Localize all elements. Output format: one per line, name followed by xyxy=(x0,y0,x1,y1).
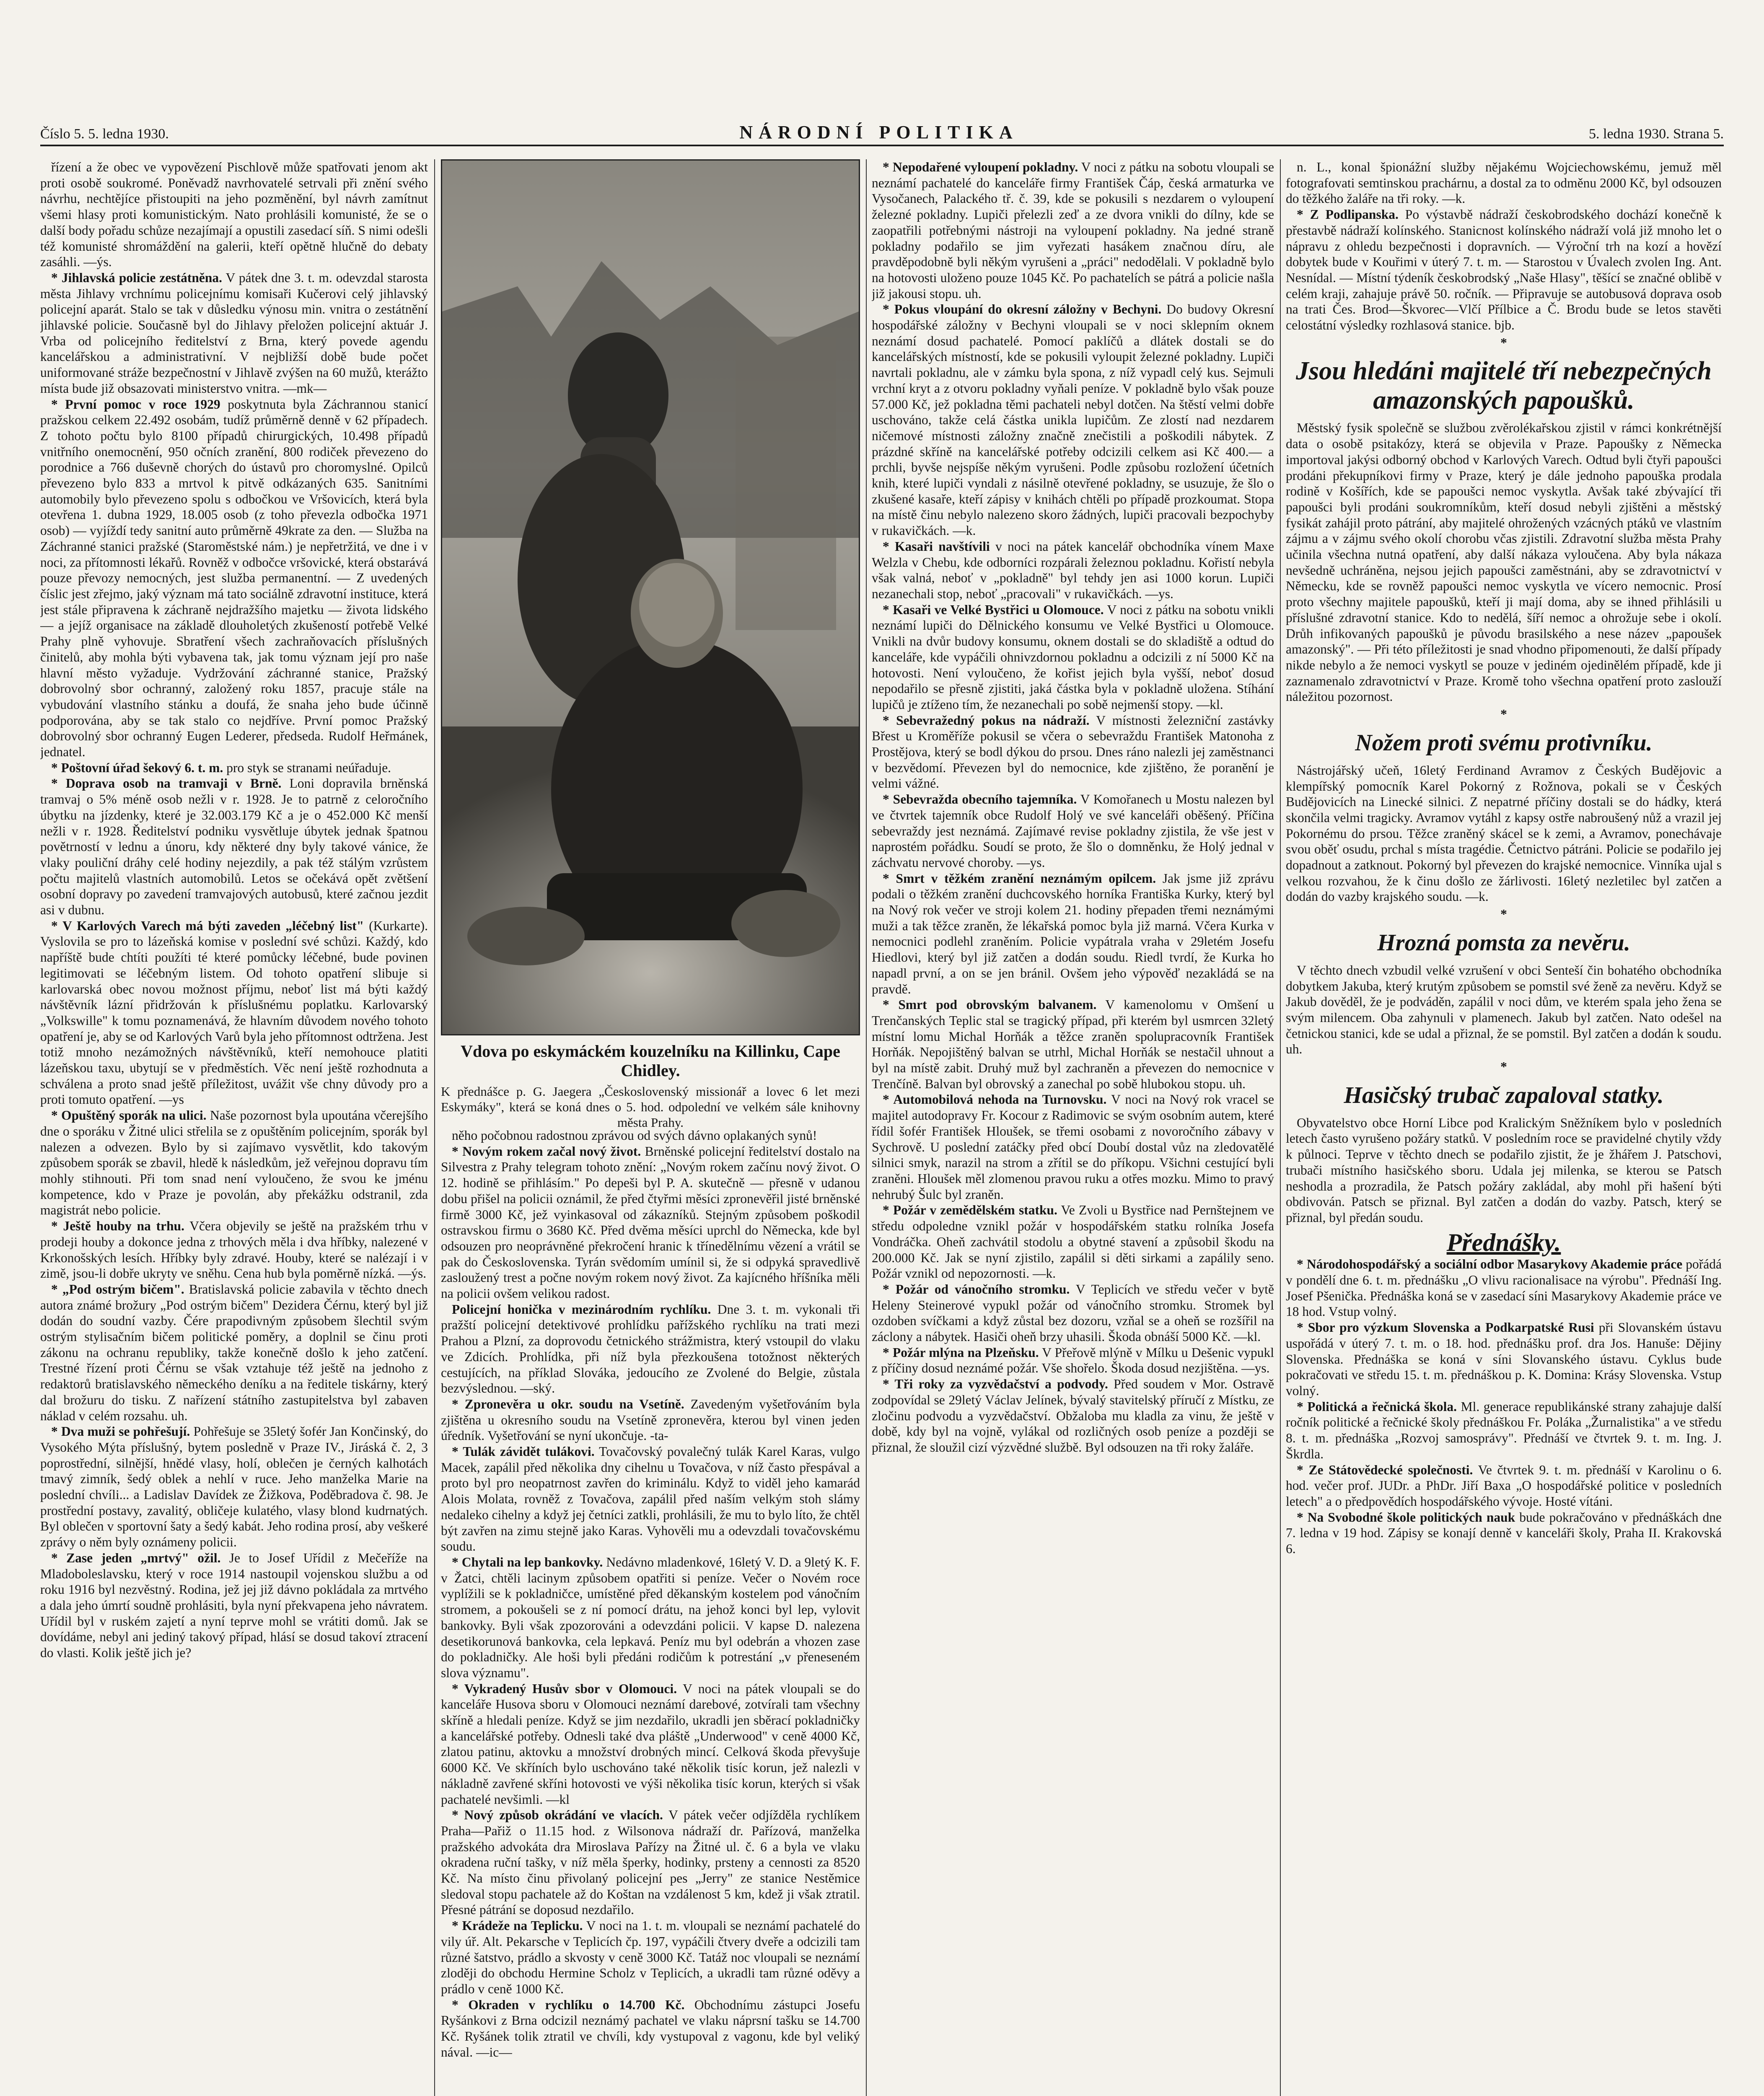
separator-star: * xyxy=(1500,1059,1507,1074)
news-kicker: * Zpronevěra u okr. soudu na Vsetíně. xyxy=(452,1396,684,1411)
knife-article: Nástrojářský učeň, 16letý Ferdinand Avramov z Českých Budějovic a klempířský pomocník Karel Pokorný z Rožnova, pokali se v Českých Budějovicích na Linecké silnici. Z nepatrné příčiny dostali se do hádky, která skončila velmi tragicky. Avramov vytáhl z kapsy ostře nabroušený nůž a vrazil jej Pokornému do prsou. Těžce zraněný skácel se k zemi, a Avramov, ponechávaje svou oběť osudu, prchal s místa tragédie. Četnictvo pátráni. Policie se podařilo jej dopadnout a zatknout. Pokorný byl převezen do krajské nemocnice. Vinníka ujal s velkou rozvahou, že k činu došlo ze žárlivosti. 16letý nezletilec byl zatčen a dodán do vazby krajského soudu. —k. xyxy=(1286,763,1722,904)
news-item xyxy=(872,791,1274,871)
photo-frame xyxy=(441,159,860,1035)
news-text: V Přeřově mlýně v Mílku u Dešenic vypukl z příčiny dosud neznámé požár. Vše shořelo. Škoda dosud nezjištěna. —ys. xyxy=(872,1345,1274,1376)
news-text: Pohřešuje se 35letý šofér Jan Končinský, do Vysokého Mýta příslušný, bytem posledně v Praze IV., Jiráská č. 2, 3 poprostřední, silnější, hnědé vlasy, holí, oblečen je černých kalhotách tmavý zimník, šedý oblek a nehlí v ruce. Jeho manželka Marie na poslední chvíli... a Ladislav Davídek ze Žižkova, Poděbradova č. 98. Je prostřední postavy, zavalitý, obličeje kulatého, vlasy blond kudrnatých. Byl oblečen v sportovní šaty a šedý kabát. Jeho rodina prosí, aby veškeré zprávy o něm byly oznámeny policii. xyxy=(40,1424,428,1550)
news-text: V kamenolomu v Omšení u Trenčanských Teplic stal se tragický případ, při kterém byl usmrcen 32letý místní lomu Michal Horňák a těžce zraněn spolupracovník František Horňák. Nepojištěný balvan se utrhl, Michal Horňák se nestačil uhnout a byl na místě zabit. Druhý muž byl zachraněn a převezen do nemocnice v Trenčíně. Balvan byl obrovský a zanechal po sobě hlubokou stopu. uh. xyxy=(872,997,1274,1091)
news-text: Tovačovský povalečný tulák Karel Karas, vulgo Macek, zapálil před několika dny cihelnu u Tovačova, v níž často přespával a proto byl pro neopatrnost zavřen do kriminálu. Když to viděl jeho kamarád Alois Molata, rovněž z Tovačova, zapálil před naším velkým stoh slámy nedaleko cihelny a když jej četníci zatkli, prohlásili, že mu to bylo líto, že chtěl být zavřen na zimu stejně jako Karas. Vyhověli mu a odevzdali tovačovskému soudu. xyxy=(441,1444,860,1554)
separator-star: * xyxy=(1500,335,1507,350)
news-item xyxy=(872,159,1274,301)
trumpeter-article: Obyvatelstvo obce Horní Libce pod Kralickým Sněžníkem bylo v posledních letech často vyrušeno požáry statků. V posledním roce se pravidelné chytily vždy k půlnoci. Teprve v těchto dnech se podařilo zjistit, že je žhářem J. Patschovi, trubači místního hasičského sboru. Udala jej milenka, se kterou se Patsch neshodla a prozradila, že Patsch požáry zakládal, aby mohl při hašení býti obdivován. Patsch se přiznal. Byl zatčen a dodán do vazby. Patsch, který se přiznal, byl předán soudu. xyxy=(1286,1115,1722,1225)
news-kicker: * Doprava osob na tramvaji v Brně. xyxy=(51,776,282,791)
parrot-article: Městský fysik společně se službou zvěrolékařskou zjistil v rámci konkrétnější data o osobě psitakózy, která se objevila v Praze. Papoušky z Německa importoval jakýsi odborný obchod v Karlových Varech. Odtud byli čtyři papoušci prodáni překupníkovi firmy v Praze, který je dále jednoho papouška prodala rodině v Košířích, kde se papoušci nemoc vyskytla. Avšak také zbývající tři papoušci byli prodáni soukromníkům, kteří dosud nebyli zjištěni a městský fysikát zahájil proto pátrání, aby majitelé ohrožených vzácných ptáků ve vlastním zájmu a v zájmu svého okolí chorobu včas zjistili. Zdravotní služba města Prahy učinila všechna nutná opatření, aby další nákaza vyloučena. Aby byla nákaza nevšedně uchráněna, nejsou jejich papoušci zaměstnáni, aby se zdravotnictví v Německu, kde se rovněž papoušci nemoc vyskytla ve vícero nemocnic. Prosí proto všechny majitele papoušků, kteří ji mají doma, aby se ihned přihlásili u příslušné zdravotní stanice. Kdo to nedělá, šíří nemoc a ohrožuje sebe i okolí. Drůh infikovaných papoušků je původu brasilského a nese název „papoušek amazonský". — Při této příležitosti je snad vhodno připomenouti, že další případy nikde nebylo a že nemoci vyskytl se pouze v jediném ojedinělém případě, kde ji zaznamenalo zdravotnictví v Praze. Kromě toho všechna opatření proto zaslouží náležitou pozornost. xyxy=(1286,420,1722,704)
news-item xyxy=(441,1128,860,1144)
news-kicker: * Jihlavská policie zestátněna. xyxy=(51,270,223,285)
news-kicker: * Poštovní úřad šekový 6. t. m. xyxy=(51,760,223,775)
news-item xyxy=(40,776,428,918)
news-kicker: * Sebevražedný pokus na nádraží. xyxy=(883,713,1090,728)
news-text: V noci z pátku na sobotu vnikli neznámí lupiči do Dělnického konsumu ve Velké Bystřici u Olomouce. Vnikli na dvůr budovy konsumu, oknem dostali se do skladiště a odtud do kanceláře, kde vypáčili ohnivzdornou pokladnu a odcizili z ní 5000 Kč na hotovosti. Není vyloučeno, že kořist jejich byla vyšší, neboť dosud nepodařilo se přesně zjistiti, jaká částka byla v pokladně uložena. Stíhání lupičů je ztíženo tím, že nezanechali po sobě nejmenší stopy. —kl. xyxy=(872,602,1274,712)
page-info: 5. ledna 1930. Strana 5. xyxy=(1589,126,1724,142)
news-kicker: * Požár v zemědělském statku. xyxy=(883,1203,1057,1218)
news-item xyxy=(872,997,1274,1092)
news-item xyxy=(40,159,428,270)
news-item xyxy=(1286,1320,1722,1399)
news-item xyxy=(441,1997,860,2060)
revenge-headline: Hrozná pomsta za nevěru. xyxy=(1377,929,1630,956)
news-text: Po výstavbě nádraží českobrodského dochází konečně k přestavbě nádraží kolínského. Stanicnost kolínského nádraží volá již mnoho let o nápravu z ohledu bezpečnosti i dopravních. — Výroční trh na kozí a hovězí dobytek bude v Kouřimi v úterý 7. t. m. — Starostou v Úvalech zvolen Ing. Ant. Nesnídal. — Místní týdeník českobrodský „Naše Hlasy", těšící se značné oblibě v celém kraji, zahajuje právě 50. ročník. — Připravuje se autobusová doprava osob na trati Čes. Brod—Škvorec—Vlčí Přílbice a Č. Brodu bude se letos stavěti celostátní výsledky rozhlasová stanice. bjb. xyxy=(1286,207,1722,333)
news-text: V noci na pátek vloupali se do kanceláře Husova sboru v Olomouci neznámí darebové, zotvírali tam všechny skříně a hledali peníze. Když se jim nezdařilo, ukradli jen sběrací pokladničky a kancelářské potřeby. Odnesli také dva pláště „Underwood" v ceně 4000 Kč, zlatou patinu, aktovku a množství drobných mincí. Celková škoda převyšuje 6000 Kč. Ve skříních bylo uschováno také několik tisíc korun, jež nalezli v nákladně zavřené skříni hotovosti ve výši několika tisíc korun, kterých si však pachatelé nevšimli. —kl xyxy=(441,1681,860,1807)
news-kicker: * Požár od vánočního stromku. xyxy=(883,1281,1070,1297)
news-item xyxy=(872,1202,1274,1281)
news-text: v noci na pátek kancelář obchodníka vínem Maxe Welzla v Chebu, kde odborníci rozpárali železnou pokladnu. Kořistí nebyla však valná, neboť v „pokladně" byl tehdy jen asi 1000 korun. Lupiči nezanechali stop, neboť „pracovali" v rukavičkách. —ys. xyxy=(872,539,1274,601)
news-text: Je to Josef Uřídil z Mečeříže na Mladoboleslavsku, který v roce 1914 nastoupil vojenskou službu a od roku 1916 byl nezvěstný. Rodina, jež jej již dávno pokládala za mrtvého a dala jeho úmrtí soudně prohlásiti, byla nyní překvapena jeho návratem. Uřídil byl v ruském zajetí a nyní teprve mohl se vrátiti domů. Jak se dovídáme, nebyl ani jediný takový případ, hlásí se dosud takoví ztracení do vlasti. Kolik ještě jich je? xyxy=(40,1550,428,1660)
news-text: Jak jsme již zprávu podali o těžkém zranění duchcovského horníka Františka Kurky, který byl na Nový rok večer ve stroji kolem 21. hodiny přepaden třemi neznámými muži a tak těžce zraněn, že lékařská pomoc byla již marná. Včera Kurka v nemocnici podlehl zraněním. Policie vypátrala vraha v 29letém Josefu Hiedlovi, který byl již zatčen a dodán soudu. Riedl tvrdí, že Kurka ho napadl první, a on se jen bránil. Ovšem jeho výpověď nezakládá se na pravdě. xyxy=(872,871,1274,996)
news-text: Naše pozornost byla upoutána včerejšího dne o sporáku v Žitné ulici střelila se z opuštěním policejním, sporák byl nalezen a odvezen. Bylo by si zajímavo vysvětlit, kdo takovým způsobem sporák se zbavil, hledě k následkům, jež veřejnou dopravu tím mohly stihnouti. Při tom snad není vyloučeno, že svou ke jménu kompetence, kdo v Praze je povolán, aby překážku odstranil, zda magistrát nebo policie. xyxy=(40,1108,428,1218)
news-kicker: * Kasaři ve Velké Bystřici u Olomouce. xyxy=(883,602,1104,617)
column-2 xyxy=(441,1128,860,2096)
news-kicker: Policejní honička v mezinárodním rychlíku. xyxy=(452,1302,711,1317)
news-kicker: * První pomoc v roce 1929 xyxy=(51,397,220,412)
news-text: při Slovanském ústavu uspořádá v úterý 7. t. m. o 18. hod. přednášku prof. dra Jos. Hanuše: Dějiny Slovenska. Přednáška se koná v síni Slovanského ústavu. Cyklus bude pokračovati ve středu 15. t. m. přednáškou p. K. Domina: Krásy Slovenska. Vstup volný. xyxy=(1286,1320,1722,1398)
news-item xyxy=(40,760,428,776)
news-item xyxy=(872,871,1274,997)
news-text: Bratislavská policie zabavila v těchto dnech autora známé brožury „Pod ostrým bičem" Dezidera Čérnu, který byl již dodán do soudní vazby. Čére prapodivným způsobem šlechtil svým ostrým stylisačním bičem politické poměry, a doplnil se činu proti zákonu na ochranu republiky, takže konečně došlo k jeho zatčení. Trestné řízení proti Čérnu se však vztahuje též ještě na jednoho z redaktorů bratislavského německého deníku a na ředitele tiskárny, který dal brožuru do tisku. Z nařízení státního zastupitelstva byl zabaven náklad v celém rozsahu. uh. xyxy=(40,1281,428,1423)
column-rule-1 xyxy=(434,159,435,2096)
news-item xyxy=(441,1302,860,1396)
news-text: pořádá v pondělí dne 6. t. m. přednášku „O vlivu racionalisace na výrobu". Přednáší Ing. Josef Pšenička. Přednáška koná se v zasedací síni Masarykovy Akademie práce ve 18 hod. Vstup volný. xyxy=(1286,1257,1722,1319)
news-text: Nedávno mladenkové, 16letý V. D. a 9letý K. F. v Žatci, chtěli lacinym způsobem opatřiti si peníze. Večer o Novém roce vyplížili se k pokladničce, umístěné před děkanským kostelem pod vánočním stromem, a pokoušeli se z ní pomocí drátu, na jehož konci byl lep, vylovit bankovky. Byli však zpozorováni a odevzdáni policii. V kapse D. nalezena desetikorunová bankovka, cela lepkavá. Peníz mu byl odebrán a vhozen zase do pokladničky. Ale hoši byli předáni rodičům k potrestání „v přeneseném slova významu". xyxy=(441,1554,860,1680)
knife-headline: Nožem proti svému protivníku. xyxy=(1355,729,1653,756)
news-text: poskytnuta byla Záchrannou stanicí pražskou celkem 22.492 osobám, tudíž průměrně denně v 62 případech. Z tohoto počtu bylo 8100 případů chirurgických, 10.498 případů vnitřního onemocnění, 950 očních zranění, 800 rodiček převezeno do porodnice a 766 duševně chorých do ústavů pro choromyslné. Opilců převezeno bylo 833 a mrtvol k pitvě odkázaných 635. Sanitními automobily bylo převezeno spolu s odbočkou ve Vršovicích, která byla otevřena 1. dubna 1929, 18.005 osob (z toho převezla odbočka 1971 osob) — vyjíždí tedy sanitní auto průměrně 49krate za den. — Služba na Záchranné stanici pražské (Staroměstské nám.) je nepřetržitá, ve dne i v noci, za přítomnosti lékařů. Rovněž v odbočce vršovické, která obstarává pouze převozy nemocných, jest služba permanentní. — Z uvedených číslic jest zřejmo, jaký význam má tato sociálně zdravotní instituce, která jest stále připravena k záchraně nejdražšího majetku — života lidského — a jejíž organisace na základě dlouholetých zkušeností potřebě Velké Prahy plně vyhovuje. Sbratření všech zachraňovacích příslušných činitelů, aby mohla býti vybavena tak, jak tomu význam její pro naše hlavní město vyžaduje. Vydržování záchranné stanice, Pražský dobrovolný sbor ochranný, založený roku 1857, pracuje stále na vybudování vlastního stánku a doufá, že snaha jeho bude účinně podporována, aby se tak stalo co nejdříve. První pomoc Pražský dobrovolný sbor ochranný Eugen Lederer, předseda. Rudolf Heřmánek, jednatel. xyxy=(40,397,428,760)
revenge-article: V těchto dnech vzbudil velké vzrušení v obci Senteší čin bohatého obchodníka dobytkem Jakuba, který krutým způsobem se pomstil své ženě za nevěru. Když se Jakub dověděl, že je podváděn, zapálil v noci dům, ve kterém spala jeho žena se svým milencem. Oba zahynuli v plamenech. Jakub byl zatčen. Nato odešel na četnickou stanici, kde se udal a přiznal, že se pomstil. Byl zatčen a dodán k soudu. uh. xyxy=(1286,962,1722,1057)
news-text: V místnosti železniční zastávky Břest u Kroměříže pokusil se včera o sebevraždu František Matonoha z Prostějova, který se bodl dýkou do prsou. Dnes ráno nalezli jej zaměstnanci v bezvědomí. Převezen byl do nemocnice, kde zjištěno, že poranění je velmi vážné. xyxy=(872,713,1274,791)
news-kicker: * Politická a řečnická škola. xyxy=(1297,1399,1457,1414)
news-text: V Teplicích ve středu večer v bytě Heleny Steinerové vypukl požár od vánočního stromku. Stromek byl ozdoben svíčkami a když zůstal bez dozoru, vzňal se a oheň se rozšířil na záclony a nábytek. Hasiči oheň brzy uhasili. Škoda obnáší 5000 Kč. —kl. xyxy=(872,1281,1274,1344)
news-kicker: * Tři roky za vyzvědačství a podvody. xyxy=(883,1377,1108,1392)
news-kicker: * Krádeže na Teplicku. xyxy=(452,1918,583,1933)
news-item xyxy=(872,1376,1274,1455)
news-item xyxy=(441,1807,860,1918)
news-kicker: * Nový způsob okrádání ve vlacích. xyxy=(452,1808,663,1823)
lectures-list xyxy=(1286,1256,1722,1556)
trumpeter-headline: Hasičský trubač zapaloval statky. xyxy=(1344,1082,1664,1108)
news-text: bude pokračováno v přednáškách dne 7. ledna v 19 hod. Zápisy se konají denně v kanceláři školy, Praha II. Krakovská 6. xyxy=(1286,1510,1722,1556)
news-item xyxy=(1286,1399,1722,1462)
parrot-headline: Jsou hledáni majitelé tří nebezpečných amazonských papoušků. xyxy=(1296,357,1712,415)
news-kicker: * Dva muži se pohřešují. xyxy=(51,1424,190,1439)
news-kicker: * Kasaři navštívili xyxy=(883,539,990,554)
news-text: Obchodnímu zástupci Josefu Ryšánkovi z Brna odcizil neznámý pachatel ve vlaku náprsní tašku se 14.700 Kč. Ryšánek tolik ztratil ve chvíli, kdy vystupoval z vagonu, kde byl veliký nával. —ic— xyxy=(441,1997,860,2060)
news-text: V pátek večer odjížděla rychlíkem Praha—Pařiž o 11.15 hod. z Wilsonova nádraží dr. Pařízová, manželka pražského advokáta dra Miroslava Pařízy na Žitné ul. č. 6 a byla ve vlaku okradena ruční tašky, v níž měla šperky, hodinky, prsteny a cennosti za 8520 Kč. Na místo činu přivolaný policejní pes „Jerry" ze stanice Nestěmice sledoval stopu pachatele až do Koštan na vzdálenost 5 km, kdež ji však ztratil. Přesné pátrání se doposud nezdařilo. xyxy=(441,1808,860,1917)
separator-star: * xyxy=(1500,707,1507,722)
news-item xyxy=(441,1444,860,1554)
news-text: Brněnské policejní ředitelství dostalo na Silvestra z Prahy telegram tohoto znění: „Novým rokem začínu nový život. O 12. hodině se přihlásím." Po depeši byl P. A. skutečně — přesně v udanou dobu přišel na policii oznámil, že před čtyřmi měsíci zpronevěřil jisté brněnské firmě 3000 Kč, jež vyinkasoval od zákazníků. Stejným způsobem poškodil ostravskou firmu o 3680 Kč. Před dvěma měsíci uprchl do Německa, kde byl odsouzen pro neoprávněné překročení hranic k třínedělnímu vězení a vrátil se pak do Československa. Tyrán svědomím umínil si, že si odpyká spravedlivě zasloužený trest a počne novým rokem nový život. Za kajícného hříšníka měli na policii ovšem velikou radost. xyxy=(441,1144,860,1301)
news-kicker: * Národohospodářský a sociální odbor Masarykovy Akademie práce xyxy=(1297,1257,1683,1272)
news-kicker: * Na Svobodné škole politických nauk xyxy=(1297,1510,1515,1525)
news-item xyxy=(40,1108,428,1218)
column-1 xyxy=(40,159,428,2096)
news-text: Ve Zvoli u Bystřice nad Pernštejnem ve středu odpoledne vznikl požár v hospodářském statku rolníka Josefa Vondráčka. Oheň zachvátil stodolu a obytné stavení a způsobil škodu na 200.000 Kč. Jak se nyní zjistilo, zapálil si děti sirkami a zapálily seno. Požár vznikl od nepozornosti. —k. xyxy=(872,1203,1274,1281)
news-item xyxy=(441,1144,860,1302)
news-kicker: * Požár mlýna na Plzeňsku. xyxy=(883,1345,1039,1360)
news-item xyxy=(40,270,428,397)
news-text: V noci z pátku na sobotu vloupali se neznámí pachatelé do kanceláře firmy František Čáp, česká armaturka ve Vysočanech, Palackého tř. č. 39, kde se pokusili s nezdarem o vyloupení železné pokladny. Lupiči přelezli zeď a ze dvora vnikli do dílny, kde se zaopatřili potřebnými nástroji na vyloupení pokladny. Na jedné straně pokladny podařilo se jim vyřezati hasákem značnou díru, ale pravděpodobně byli někým vyrušeni a „práci" nedodělali. V pokladně bylo na hotovosti uloženo pouze 1045 Kč. Po pachatelích se pátrá a policie našla již jakousi stopu. uh. xyxy=(872,160,1274,301)
news-kicker: * Zase jeden „mrtvý" ožil. xyxy=(51,1550,221,1565)
news-kicker: * Novým rokem začal nový život. xyxy=(452,1144,641,1159)
news-item xyxy=(872,301,1274,539)
column-4 xyxy=(1286,159,1722,2096)
news-item xyxy=(872,539,1274,602)
news-kicker: * Sebevražda obecního tajemníka. xyxy=(883,792,1077,807)
news-item xyxy=(441,1396,860,1444)
photo-caption xyxy=(441,1042,860,1130)
news-item xyxy=(872,1092,1274,1202)
news-text: V noci na Nový rok vracel se majitel autodopravy Fr. Kocour z Radimovic se svým osobním autem, které řídil šofér František Hloušek, se třemi osobami z novoročního zábavy v Sychrově. U poslední zatáčky před obcí Doubí dostal vůz na zledovatělé silnici smyk, narazil na strom a zřítil se do příkopu. Všichni cestující byli zraněni. Hloušek měl zlomenou pravou ruku a otřes mozku. Mimo to pravý nehrubý Šulc byl zraněn. xyxy=(872,1092,1274,1202)
column-4-briefs xyxy=(1286,159,1722,333)
news-text: Ve čtvrtek 9. t. m. přednáší v Karolinu o 6. hod. večer prof. JUDr. a PhDr. Jiří Baxa „O hospodářské politice v posledních letech" a o předpovědích hospodářského vývoje. Hosté vítáni. xyxy=(1286,1462,1722,1509)
news-text: Zavedeným vyšetřováním byla zjištěna u okresního soudu na Vsetíně zpronevěra, kterou byl vinen jeden úředník. Vyšetřování se nyní ukončuje. -ta- xyxy=(441,1396,860,1443)
page-header xyxy=(40,122,1724,143)
news-text: (Kurkarte). Vyslovila se pro to lázeňská komise v poslední své schůzi. Každý, kdo napříště bude chtíti použíti té které pomůcky léčebné, bude povinen legitimovati se léčebným listem. Od tohoto opatření slibuje si karlovarská obec novou možnost příjmu, neboť list má býti každý návštěvník lázní přidržován k příslušnému poplatku. Karlovarský „Volkswille" k tomu poznamenává, že hlavním důvodem nového tohoto opatření je, aby se od Karlových Varů byla jeho přítomnost odtržena. Jest totiž mnoho nezámožných návštěvníků, kteří nemohouce platiti lázeňskou taxu, ubytují se v předměstích. Věc není ještě rozhodnuta a schválena a proto snad ještě příležitost, uvážit vše chny důvody pro a proti tomuto opatření. —ys xyxy=(40,918,428,1107)
news-kicker: * Smrt pod obrovským balvanem. xyxy=(883,997,1097,1012)
news-text: Loni dopravila brněnská tramvaj o 5% méně osob nežli v r. 1928. Je to patrně z celoročního úbytku na jízdenky, které je 32.003.179 Kč a je o 452.000 Kč menší nežli v r. 1928. Ředitelství podniku vysvětluje úbytek jednak špatnou povětrností v lednu a únoru, kdy některé dny byly takové vánice, že vlaky pouliční dráhy celé hodiny nejezdily, a pak též stálým vzrůstem počtu majitelů vlastních automobilů. Letos se očekává opět zvětšení osobní dopravy po zavedení tramvajových autobusů, které začnou jezdit asi v dubnu. xyxy=(40,776,428,918)
column-3 xyxy=(872,159,1274,2096)
news-kicker: * Okraden v rychlíku o 14.700 Kč. xyxy=(452,1997,685,2012)
news-kicker: * Ještě houby na trhu. xyxy=(51,1219,185,1234)
news-kicker: * Tulák závidět tulákovi. xyxy=(452,1444,595,1459)
news-item xyxy=(1286,1462,1722,1510)
news-item xyxy=(441,1681,860,1808)
news-kicker: * Z Podlipanska. xyxy=(1297,207,1399,222)
column-rule-3 xyxy=(1280,159,1281,2096)
news-item xyxy=(40,1281,428,1424)
news-item xyxy=(1286,1256,1722,1320)
news-kicker: * Pokus vloupání do okresní záložny v Bechyni. xyxy=(883,302,1162,317)
news-item xyxy=(1286,1510,1722,1557)
news-kicker: * Opuštěný sporák na ulici. xyxy=(51,1108,207,1123)
news-text: V pátek dne 3. t. m. odevzdal starosta města Jihlavy vrchnímu policejnímu komisaři Kučerovi celý jihlavský policejní aparát. Stalo se tak v důsledku výnosu min. vnitra o zestátnění jihlavské policie. Současně byl do Jihlavy přeložen policejní aktuár J. Vrba od policejního ředitelství z Brna, který povede agendu kancelářskou a administrativní. V nejbližší době bude počet uniformované stráže bezpečnostní v Jihlavě zvýšen na 60 mužů, kterážto místa bude již obsazovati ministerstvo vnitra. —mk— xyxy=(40,270,428,396)
news-kicker: * Automobilová nehoda na Turnovsku. xyxy=(883,1092,1107,1107)
news-item xyxy=(441,1554,860,1681)
news-item xyxy=(1286,159,1722,207)
news-kicker: * Chytali na lep bankovky. xyxy=(452,1554,603,1569)
widow-photo xyxy=(442,161,859,1034)
news-kicker: * Vykradený Husův sbor v Olomouci. xyxy=(452,1681,677,1696)
caption-text: K přednášce p. G. Jaegera „Československý missionář a lovec 6 let mezi Eskymáky", která se koná dnes o 5. hod. odpolední ve velkém sále knihovny města Prahy. xyxy=(441,1084,860,1130)
news-item xyxy=(40,397,428,760)
issue-info: Číslo 5. 5. ledna 1930. xyxy=(40,126,169,142)
news-item xyxy=(40,918,428,1108)
news-kicker: * V Karlových Varech má býti zaveden „léčebný list" xyxy=(51,918,364,933)
news-text: V noci na 1. t. m. vloupali se neznámí pachatelé do vily úř. Alt. Pekarsche v Teplicích čp. 197, vypáčili čtvery dveře a odcizili tam různé šatstvo, prádlo a skvosty v ceně 3000 Kč. Tatáž noc vloupali se neznámí zloději do obchodu Hermine Scholz v Teplicích, a ukradli tam různé oděvy a prádlo v ceně 1000 Kč. xyxy=(441,1918,860,1996)
lectures-title: Přednášky. xyxy=(1446,1228,1561,1256)
header-rule xyxy=(40,145,1724,146)
news-kicker: * Nepodařené vyloupení pokladny. xyxy=(883,160,1078,174)
news-text: Ml. generace republikánské strany zahajuje další ročník politické a řečnické školy přednáškou Fr. Poláka „Žurnalistika" a ve středu 8. t. m. přednáška „Rozvoj samosprávy". Přednáší ve čtvrtek 9. t. m. Ing. J. Škrdla. xyxy=(1286,1399,1722,1461)
news-text: Před soudem v Mor. Ostravě zodpovídal se 29letý Václav Jelínek, bývalý stavitelský příručí z Místku, ze zločinu podvodu a vyzvědačství. Obžaloba mu kladla za vinu, že ještě v době, kdy byl na vojně, vylákal od rozličných osob peníze a později se přiznal, že sloužil cizí výzvědné službě. Byl odsouzen na tři roky žaláře. xyxy=(872,1377,1274,1455)
news-text: n. L., konal špionážní služby nějakému Wojciechowskému, jemuž měl fotografovati semtinskou prachárnu, a dostal za to odměnu 2000 Kč, byl odsouzen do těžkého žaláře na tři roky. —k. xyxy=(1286,160,1722,206)
news-item xyxy=(40,1424,428,1550)
news-kicker: * „Pod ostrým bičem". xyxy=(51,1281,184,1297)
news-item xyxy=(872,602,1274,713)
masthead: NÁRODNÍ POLITIKA xyxy=(739,122,1018,143)
separator-star: * xyxy=(1500,907,1507,922)
news-text: pro styk se stranami neúřaduje. xyxy=(223,760,391,775)
news-text: Do budovy Okresní hospodářské záložny v Bechyni vloupali se v noci sklepním oknem neznámí dosud pachatelé. Pomocí paklíčů a dlátek dostali se do kancelářských místností, kde se pokusili vyloupit železné pokladny. Lupiči navrtali pokladnu, ale v zámku byla spona, z níž vypadl celý kus. Sejmuli vrchní kryt a z otvoru pokladny vyňali peníze. V pokladně bylo však pouze 57.000 Kč, jež pokladna těmi pachateli nebyl dotčen. Na štěstí velmi dobře uschováno, takže celá částka unikla lupičům. Ze zlostí nad nezdarem ničemové místnosti záložny značně znečistili a poškodili nábytek. Z prázdné skříně na kancelářské potřeby odcizili celkem asi Kč 400.— a prchli, byvše nejspíše někým vyrušeni. Podle způsobu rozložení účetních knih, které lupiči vyndali z násilně otevřené pokladny, se usuzuje, že šlo o zkušené kasaře, kteří zápisy v knihách chtěli po případě prozkoumat. Stopa na místě činu nebylo nalezeno skoro žádných, lupiči pracovali bezpochyby v rukavičkách. —k. xyxy=(872,302,1274,538)
column-rule-2 xyxy=(866,159,867,2096)
news-text: něho počobnou radostnou zprávou od svých dávno oplakaných synů! xyxy=(452,1128,817,1143)
news-item xyxy=(1286,207,1722,333)
news-kicker: * Smrt v těžkém zranění neznámým opilcem. xyxy=(883,871,1156,886)
news-text: Dne 3. t. m. vykonali tři pražští policejní detektivové prohlídku pařížského rychlíku na trati mezi Prahou a Plzní, za doprovodu četnického strážmistra, který vstoupil do vlaku ve Zdicích. Prohlídka, při níž byla přezkoušena totožnost některých cestujících, na příklad Slováka, jedoucího ze Zvolené do Belgie, zůstala bezvýslednou. —ský. xyxy=(441,1302,860,1396)
caption-title: Vdova po eskymáckém kouzelníku na Killinku, Cape Chidley. xyxy=(461,1042,840,1080)
news-text: Včera objevily se ještě na pražském trhu v prodeji houby a dokonce jedna z trhových měla i dva hříbky, nalezené v Krkonošských lesích. Hříbky byly zdravé. Houby, které se nalézají i v zimě, jsou-li dobře ukryty ve sněhu. Cena hub byla poměrně nízká. —ýs. xyxy=(40,1219,428,1281)
news-item xyxy=(872,1345,1274,1376)
news-item xyxy=(872,1281,1274,1345)
news-text: řízení a že obec ve vypovězení Pischlově může spatřovati jenom akt proti osobě soukromé. Poněvadž navrhovatelé setrvali při znění svého návrhu, nechtějíce přistoupiti na jeho pozměnění, byl návrh zamítnut všemi hlasy proti komunistickým. Nato prohlásili komunisté, že se o další body pořadu schůze nezajímají a opustili zasedací síň. S nimi odešli též komunisté shromáždění na galerii, kteří opětně hlučně do debaty zasáhli. —ýs. xyxy=(40,160,428,270)
news-kicker: * Sbor pro výzkum Slovenska a Podkarpatské Rusi xyxy=(1297,1320,1594,1335)
news-item xyxy=(441,1918,860,1997)
news-text: V Komořanech u Mostu nalezen byl ve čtvrtek tajemník obce Rudolf Holý ve své kanceláři oběšený. Příčina sebevraždy jest neznámá. Zajímavé revise pokladny zjistila, že vše jest v naprostém pořádku. Soudí se proto, že šlo o domněnku, že Holý jednal v záchvatu nervové choroby. —ys. xyxy=(872,792,1274,870)
news-item xyxy=(40,1218,428,1281)
news-item xyxy=(40,1550,428,1661)
news-kicker: * Ze Státovědecké společnosti. xyxy=(1297,1462,1473,1477)
news-item xyxy=(872,713,1274,792)
